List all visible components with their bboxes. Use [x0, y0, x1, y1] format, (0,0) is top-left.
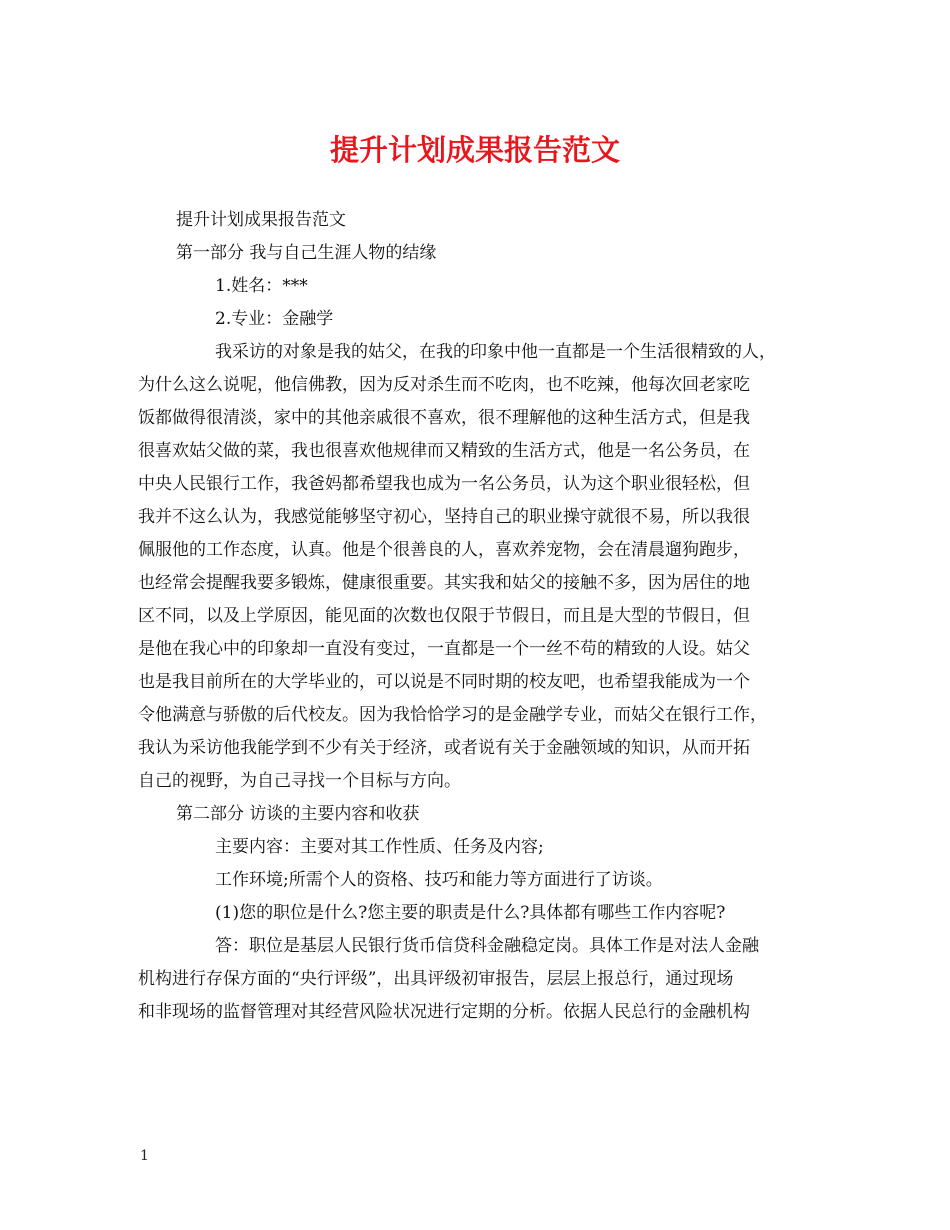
- document-body: [138, 204, 828, 1029]
- text-line: 令他满意与骄傲的后代校友。因为我恰恰学习的是金融学专业，而姑父在银行工作，: [138, 705, 767, 725]
- text-line: 饭都做得很清淡，家中的其他亲戚很不喜欢，很不理解他的这种生活方式，但是我: [138, 408, 750, 428]
- text-line: 第二部分 访谈的主要内容和收获: [176, 804, 420, 824]
- text-line: 为什么这么说呢，他信佛教，因为反对杀生而不吃肉，也不吃辣，他每次回老家吃: [138, 375, 750, 395]
- text-line: 也经常会提醒我要多锻炼，健康很重要。其实我和姑父的接触不多，因为居住的地: [138, 573, 750, 593]
- text-line: 是他在我心中的印象却一直没有变过，一直都是一个一丝不苟的精致的人设。姑父: [138, 639, 750, 659]
- text-line: 提升计划成果报告范文: [176, 210, 346, 230]
- text-line: 机构进行存保方面的“央行评级”，出具评级初审报告，层层上报总行，通过现场: [138, 969, 734, 989]
- text-line: 1.姓名：***: [215, 276, 308, 296]
- text-line: 第一部分 我与自己生涯人物的结缘: [176, 243, 437, 263]
- text-line: 也是我目前所在的大学毕业的，可以说是不同时期的校友吧，也希望我能成为一个: [138, 672, 750, 692]
- text-line: 中央人民银行工作，我爸妈都希望我也成为一名公务员，认为这个职业很轻松，但: [138, 474, 750, 494]
- text-line: (1)您的职位是什么?您主要的职责是什么?具体都有哪些工作内容呢?: [215, 903, 726, 923]
- text-line: 我并不这么认为，我感觉能够坚守初心，坚持自己的职业操守就很不易，所以我很: [138, 507, 750, 527]
- text-line: 工作环境;所需个人的资格、技巧和能力等方面进行了访谈。: [215, 870, 663, 890]
- text-line: 区不同，以及上学原因，能见面的次数也仅限于节假日，而且是大型的节假日，但: [138, 606, 750, 626]
- text-line: 佩服他的工作态度，认真。他是个很善良的人，喜欢养宠物，会在清晨遛狗跑步，: [138, 540, 750, 560]
- text-line: 很喜欢姑父做的菜，我也很喜欢他规律而又精致的生活方式，他是一名公务员，在: [138, 441, 750, 461]
- text-line: 2.专业：金融学: [215, 309, 334, 329]
- text-line: 和非现场的监督管理对其经营风险状况进行定期的分析。依据人民总行的金融机构: [138, 1002, 750, 1022]
- text-line: 我认为采访他我能学到不少有关于经济，或者说有关于金融领域的知识，从而开拓: [138, 738, 750, 758]
- text-line: 答：职位是基层人民银行货币信贷科金融稳定岗。具体工作是对法人金融: [215, 936, 759, 956]
- text-line: 我采访的对象是我的姑父，在我的印象中他一直都是一个生活很精致的人，: [215, 342, 776, 362]
- text-line: 自己的视野，为自己寻找一个目标与方向。: [138, 771, 461, 791]
- text-line: 主要内容：主要对其工作性质、任务及内容;: [215, 837, 544, 857]
- page-number: 1: [140, 1148, 149, 1164]
- document-title: 提升计划成果报告范文: [329, 133, 620, 167]
